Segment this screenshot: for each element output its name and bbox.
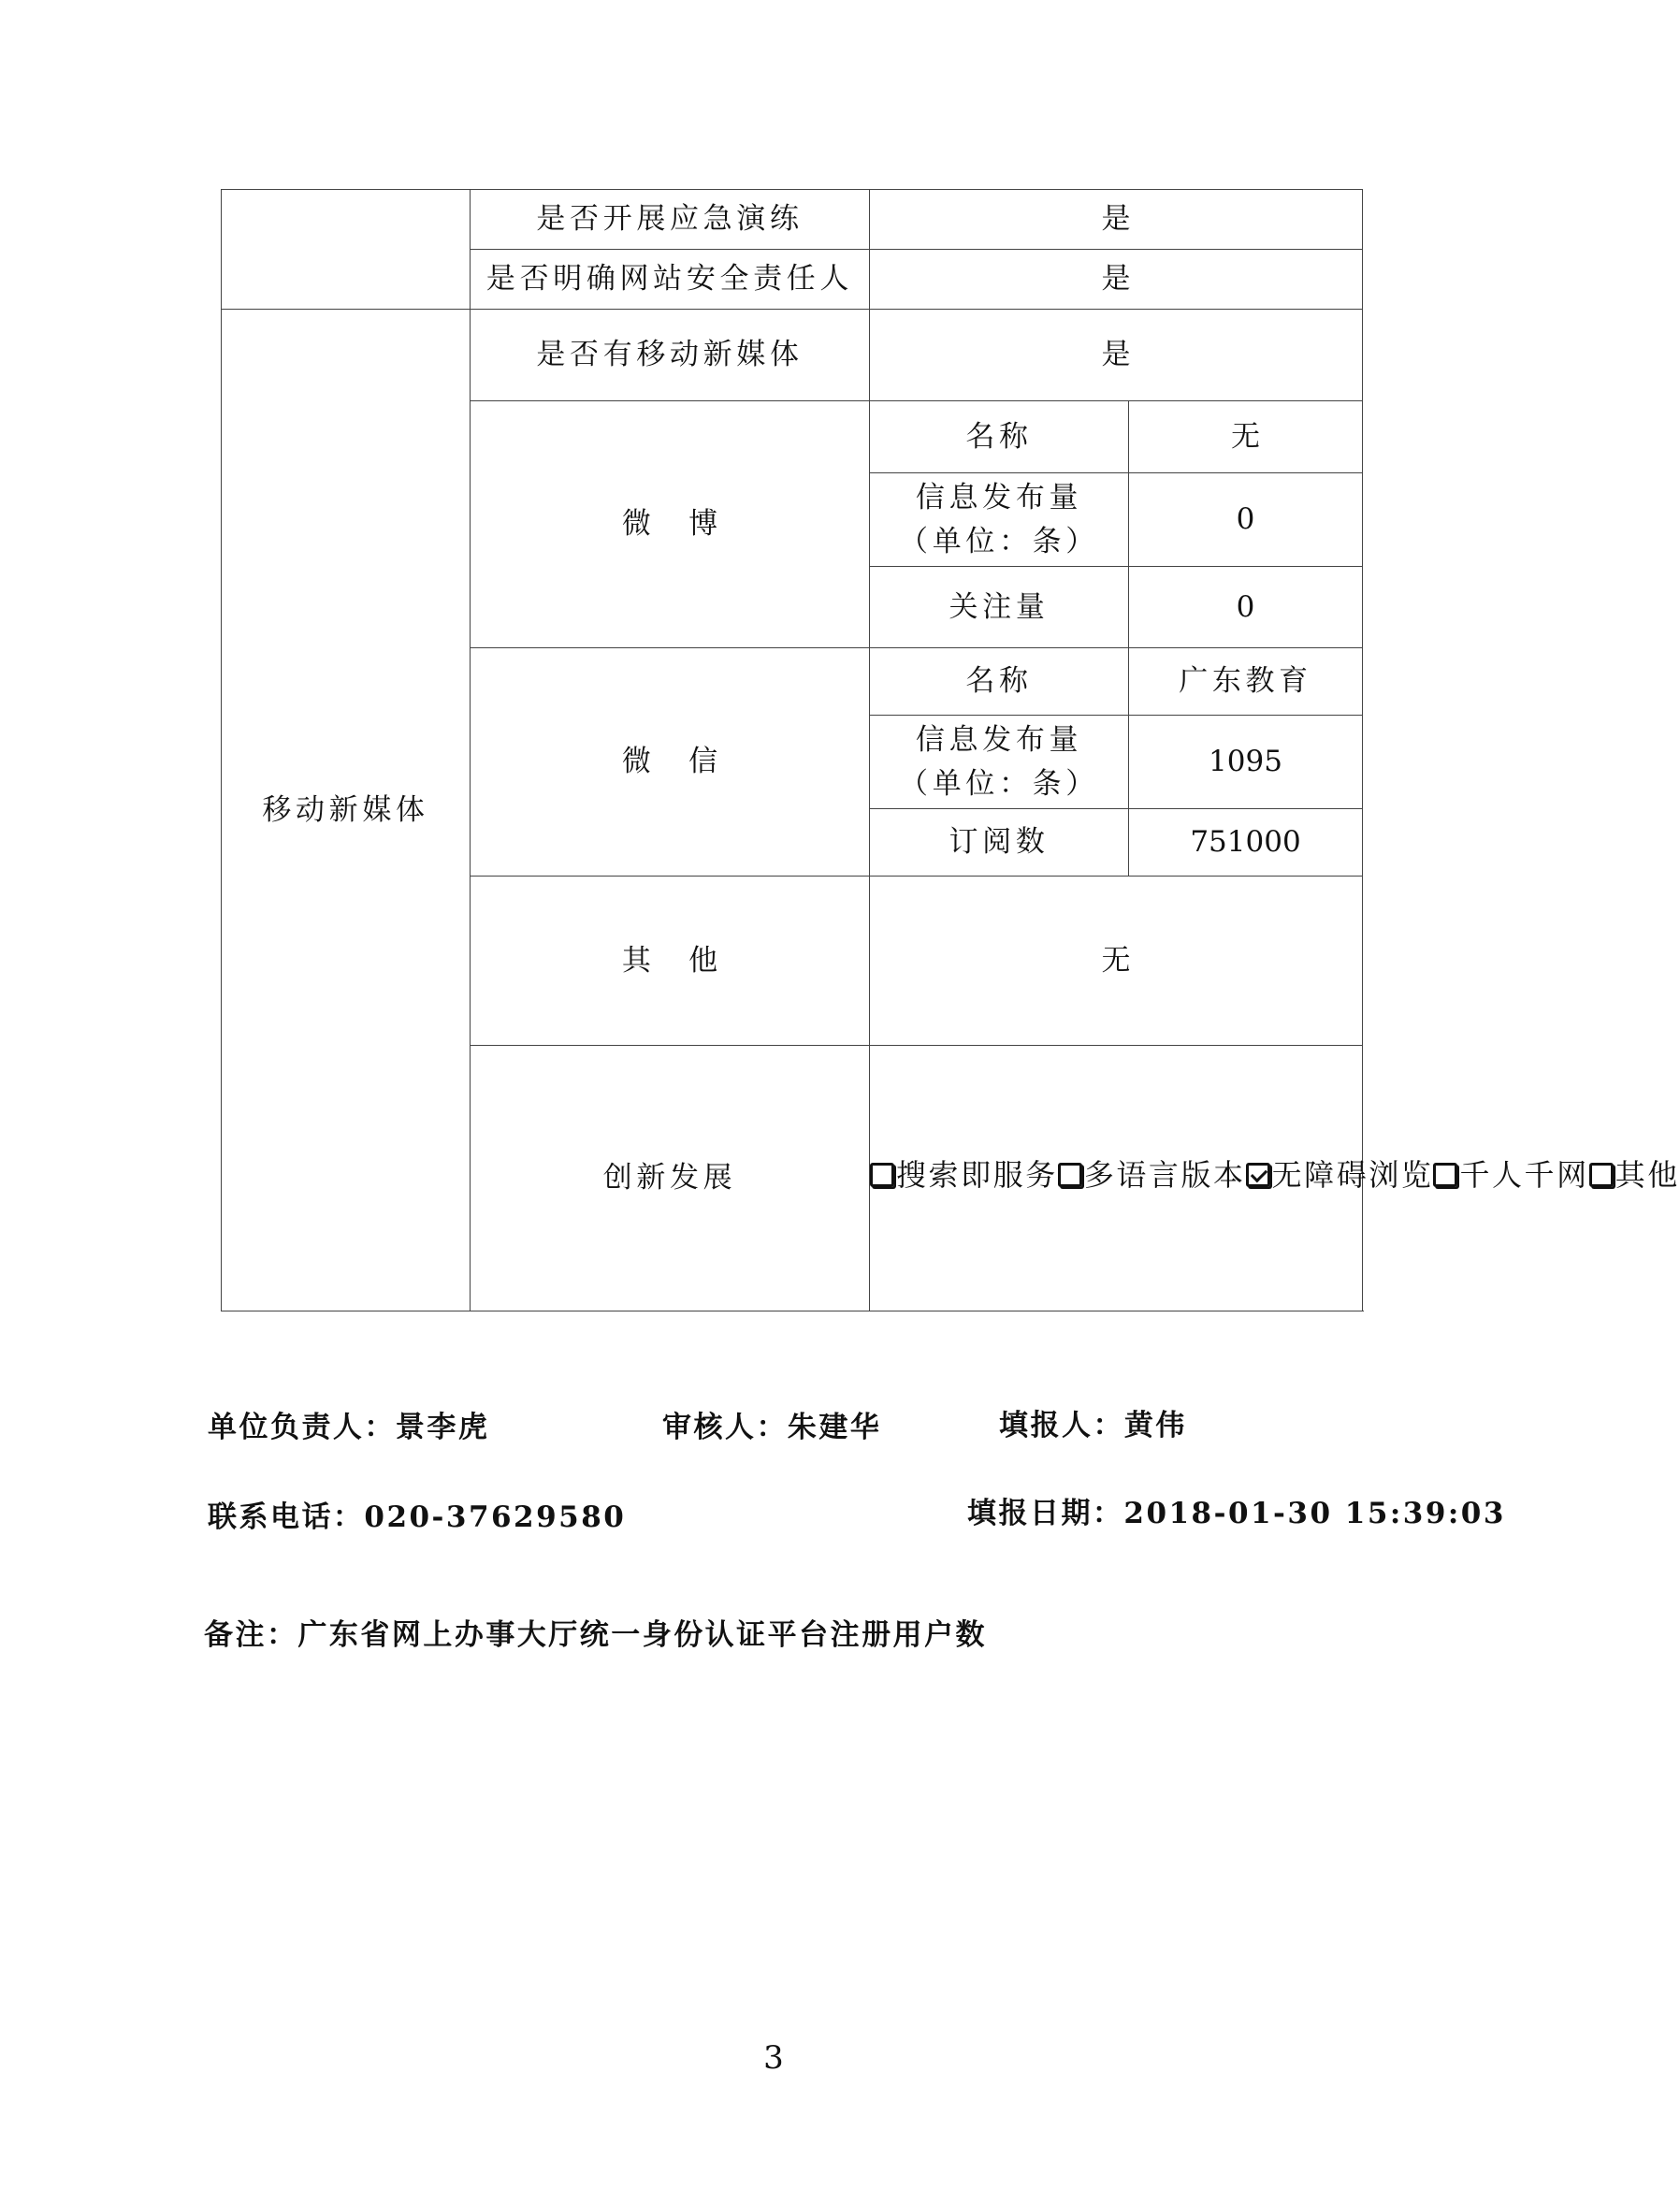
wechat-posts-label-line1: 信息发布量 — [915, 723, 1083, 757]
drill-value: 是 — [870, 190, 1363, 250]
weibo-label: 微博 — [471, 401, 870, 648]
wechat-posts-value: 1095 — [1129, 716, 1363, 809]
option-label: 千人千网 — [1459, 1157, 1589, 1194]
weibo-name-label: 名称 — [870, 401, 1129, 473]
fill-date: 填报日期：2018-01-30 15:39:03 — [967, 1497, 1506, 1530]
weibo-name-value: 无 — [1129, 401, 1363, 473]
option-multilingual[interactable] — [1058, 1152, 1246, 1197]
other-media-value: 无 — [870, 877, 1363, 1046]
page-number: 3 — [763, 2039, 784, 2077]
checkbox-icon[interactable] — [1433, 1163, 1457, 1187]
unit-head: 单位负责人：景李虎 — [208, 1411, 490, 1444]
checked-checkbox-icon[interactable] — [1246, 1163, 1270, 1187]
drill-label: 是否开展应急演练 — [471, 190, 870, 250]
wechat-label: 微信 — [471, 648, 870, 877]
wechat-posts-label — [870, 716, 1129, 809]
innovation-checklist — [870, 1152, 1680, 1197]
contact-phone: 联系电话：020-37629580 — [208, 1500, 627, 1534]
option-search-as-service[interactable] — [870, 1152, 1058, 1197]
weibo-posts-label-line2: （单位：条） — [899, 524, 1099, 558]
option-label: 多语言版本 — [1083, 1157, 1246, 1194]
other-media-label: 其他 — [471, 877, 870, 1046]
weibo-posts-value: 0 — [1129, 473, 1363, 567]
report-table — [221, 189, 1680, 1311]
option-label: 无障碍浏览 — [1271, 1157, 1434, 1194]
remark: 备注：广东省网上办事大厅统一身份认证平台注册用户数 — [204, 1618, 987, 1652]
weibo-followers-label: 关注量 — [870, 567, 1129, 648]
innovation-label: 创新发展 — [471, 1046, 870, 1311]
weibo-posts-label — [870, 473, 1129, 567]
wechat-subs-value: 751000 — [1129, 809, 1363, 877]
safety-officer-label: 是否明确网站安全责任人 — [471, 250, 870, 310]
reviewer: 审核人：朱建华 — [662, 1411, 882, 1444]
filler: 填报人：黄伟 — [999, 1409, 1187, 1442]
mobile-media-section-label: 移动新媒体 — [222, 310, 471, 1311]
wechat-posts-label-line2: （单位：条） — [899, 766, 1099, 801]
innovation-options-cell — [870, 1046, 1680, 1311]
section-cell-empty — [222, 190, 471, 310]
checkbox-icon[interactable] — [870, 1163, 894, 1187]
checkbox-icon[interactable] — [1058, 1163, 1082, 1187]
wechat-name-label: 名称 — [870, 648, 1129, 716]
option-other[interactable] — [1589, 1152, 1680, 1197]
wechat-subs-label: 订阅数 — [870, 809, 1129, 877]
option-label: 其他 — [1615, 1157, 1680, 1194]
option-personalized[interactable] — [1433, 1152, 1588, 1197]
has-mobile-media-value: 是 — [870, 310, 1363, 401]
weibo-posts-label-line1: 信息发布量 — [915, 481, 1083, 514]
option-accessibility[interactable] — [1246, 1152, 1434, 1197]
checkbox-icon[interactable] — [1589, 1163, 1614, 1187]
has-mobile-media-label: 是否有移动新媒体 — [471, 310, 870, 401]
option-label: 搜索即服务 — [896, 1157, 1058, 1194]
wechat-name-value: 广东教育 — [1129, 648, 1363, 716]
weibo-followers-value: 0 — [1129, 567, 1363, 648]
safety-officer-value: 是 — [870, 250, 1363, 310]
